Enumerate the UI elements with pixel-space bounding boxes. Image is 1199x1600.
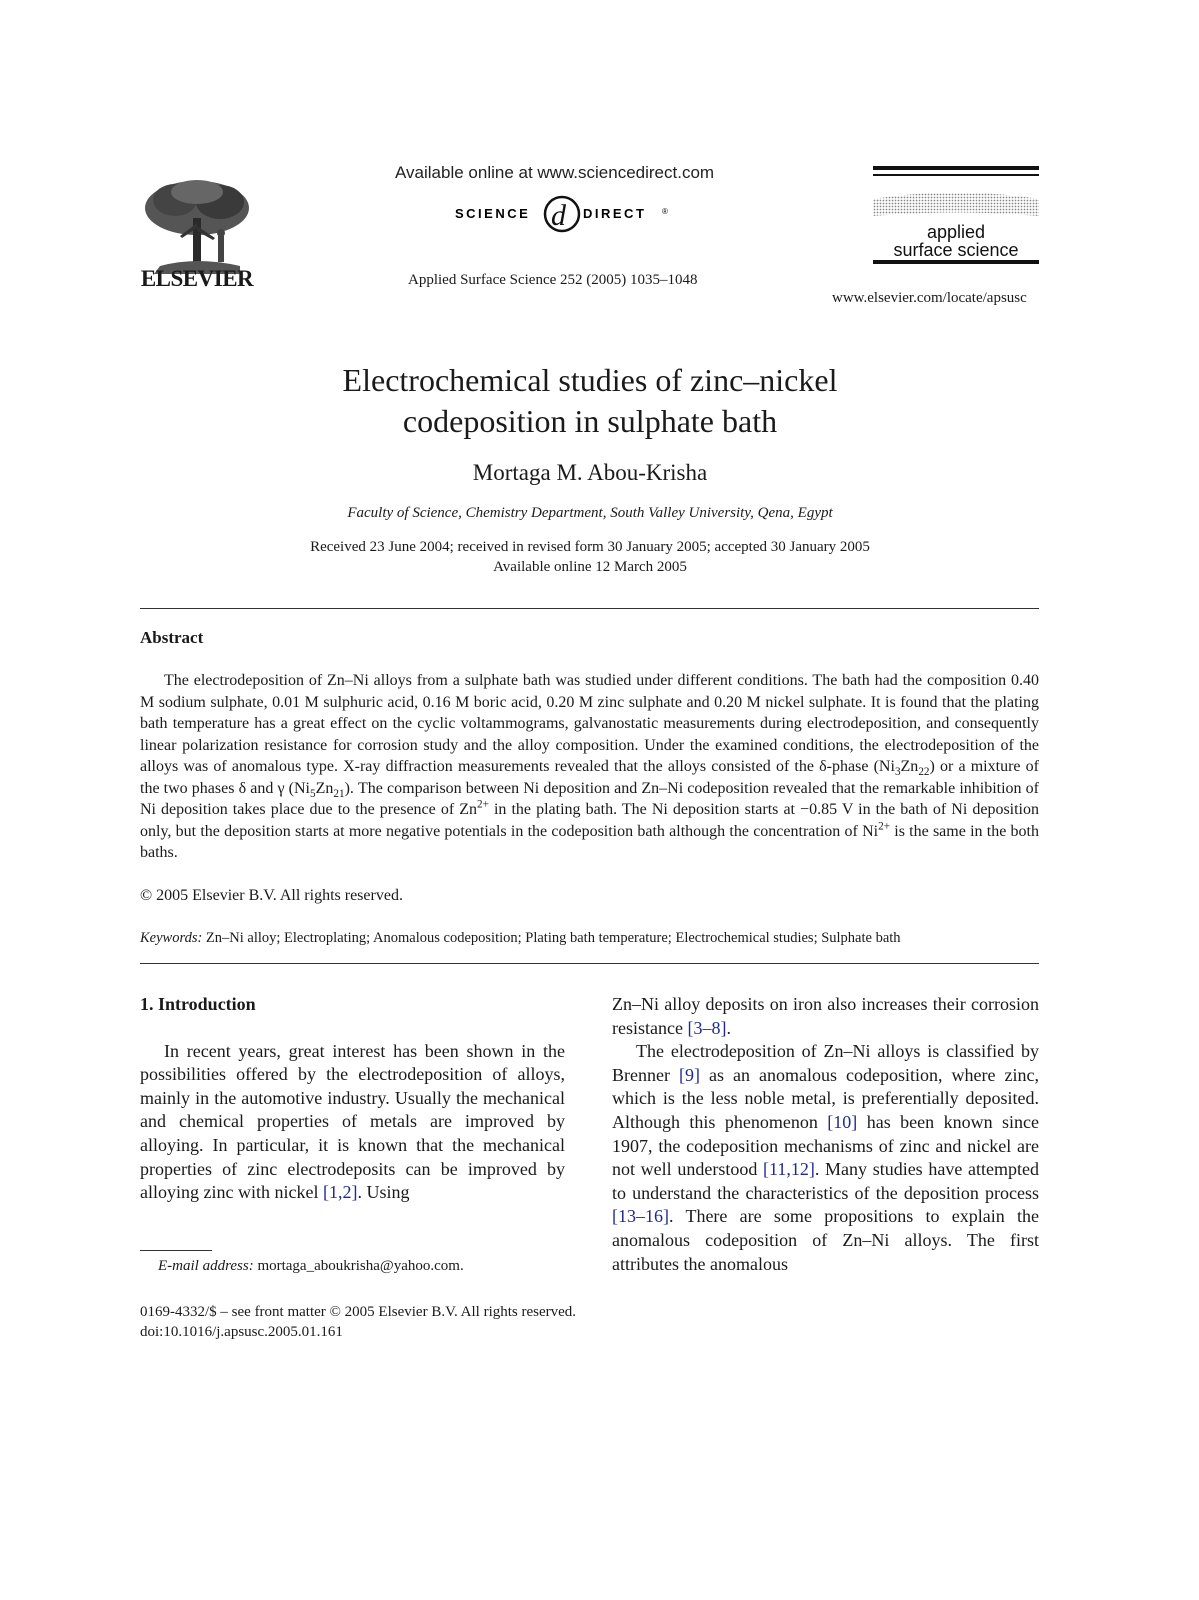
title-line-1: Electrochemical studies of zinc–nickel [342,362,838,398]
citation-link[interactable]: [10] [827,1111,858,1132]
author-name: Mortaga M. Abou-Krisha [472,460,708,485]
svg-text:d: d [551,199,566,232]
abstract-text: The electrodeposition of Zn–Ni alloys from a sulphate bath was studied under different conditions. The bath had the composition 0.40 M sodium sulphate, 0.01 M sulphuric acid, 0.16 M boric acid, 0.20 M zinc sulphate and 0.20 M nickel sulphate. It is found that the plating bath temperature has a great effect on the cyclic voltammograms, galvanostatic measurements during electrodeposition, and consequently linear polarization resistance for corrosion study and the alloy composition. Under the examined conditions, the electrodeposition of the alloys was of anomalous type. X-ray diffraction measurements revealed that the alloys consisted of the δ-phase $(Ni_3Zn_{22})$ or a mixture of the two phases δ and γ $(Ni_5Zn_{21})$. The comparison between Ni deposition and Zn–Ni codeposition revealed that the remarkable inhibition of Ni deposition takes place due to the presence of $Zn^{2+}$ in the plating bath. The Ni deposition starts at −0.85 V in the bath of Ni deposition only, but the deposition starts at more negative potentials in the codeposition bath although the concentration of $Ni^{2+}$ is the same in the both baths. [140,672,1040,861]
journal-logo-line2: surface science [893,240,1019,260]
footnote-email [158,1258,464,1275]
email-label: E-mail address: [158,1258,254,1274]
available-online-text: Available online at www.sciencedirect.com [395,163,715,182]
citation-link[interactable]: [9] [679,1064,700,1085]
title-line-2: codeposition in sulphate bath [402,403,778,439]
svg-text:®: ® [662,207,668,216]
citation-link[interactable]: [3–8] [687,1017,727,1038]
doi-line[interactable]: doi:10.1016/j.apsusc.2005.01.161 [140,1324,343,1340]
divider-bottom [140,963,1039,964]
email-address[interactable]: mortaga_aboukrisha@yahoo.com. [253,1258,464,1274]
citation-link[interactable]: [13–16] [612,1206,669,1227]
received-dates: Received 23 June 2004; received in revised form 30 January 2005; accepted 30 January 2005 [310,539,870,555]
journal-logo [873,166,1039,264]
article-dates [200,537,980,577]
section-heading-introduction: 1. Introduction [140,994,256,1014]
intro-paragraph-2: The electrodeposition of Zn–Ni alloys is classified by Brenner [9] as an anomalous codeposition, where zinc, which is the less noble metal, is preferentially deposited. Although this phenomenon [10] has been known since 1907, the codeposition mechanisms of zinc and nickel are not well understood [11,12]. Many studies have attempted to understand the characteristics of the deposition process [13–16]. There are some propositions to explain the anomalous codeposition of Zn–Ni alloys. The first attributes the anomalous [612,1041,1039,1274]
issn-line: 0169-4332/$ – see front matter © 2005 Elsevier B.V. All rights reserved. [140,1304,577,1320]
intro-paragraph-1-cont: Zn–Ni alloy deposits on iron also increases their corrosion resistance [3–8]. [612,994,1039,1038]
intro-paragraph-1: In recent years, great interest has been shown in the possibilities offered by the electrodeposition of alloys, mainly in the automotive industry. Usually the mechanical and chemical properties of metals are improved by alloying. In particular, it is known that the mechanical properties of zinc electrodeposits can be improved by alloying zinc with nickel [1,2]. Using [140,1040,565,1203]
journal-citation: Applied Surface Science 252 (2005) 1035–1048 [408,272,698,288]
journal-url[interactable]: www.elsevier.com/locate/apsusc [832,290,1027,306]
keywords-list: Zn–Ni alloy; Electroplating; Anomalous codeposition; Plating bath temperature; Electrochemical studies; Sulphate bath [202,930,901,946]
journal-logo-line1: applied [926,222,986,242]
sciencedirect-right-text: DIRECT [583,206,647,221]
front-matter [140,1302,576,1342]
abstract-copyright: © 2005 Elsevier B.V. All rights reserved. [140,887,403,904]
footnote-rule [140,1250,212,1251]
sciencedirect-left-text: SCIENCE [455,206,531,221]
sciencedirect-logo [455,190,670,240]
online-date: Available online 12 March 2005 [493,559,687,575]
citation-link[interactable]: [1,2] [322,1182,358,1203]
body-column-right [612,993,1039,1276]
body-column-left [140,993,565,1205]
citation-link[interactable]: [11,12] [763,1159,815,1180]
divider-top [140,608,1039,609]
keywords-label: Keywords: [140,930,203,946]
keywords [140,930,1039,947]
author-affiliation: Faculty of Science, Chemistry Department, South Valley University, Qena, Egypt [347,505,833,521]
article-title [200,360,980,442]
abstract-heading: Abstract [140,628,204,647]
publisher-name: ELSEVIER [140,266,254,291]
